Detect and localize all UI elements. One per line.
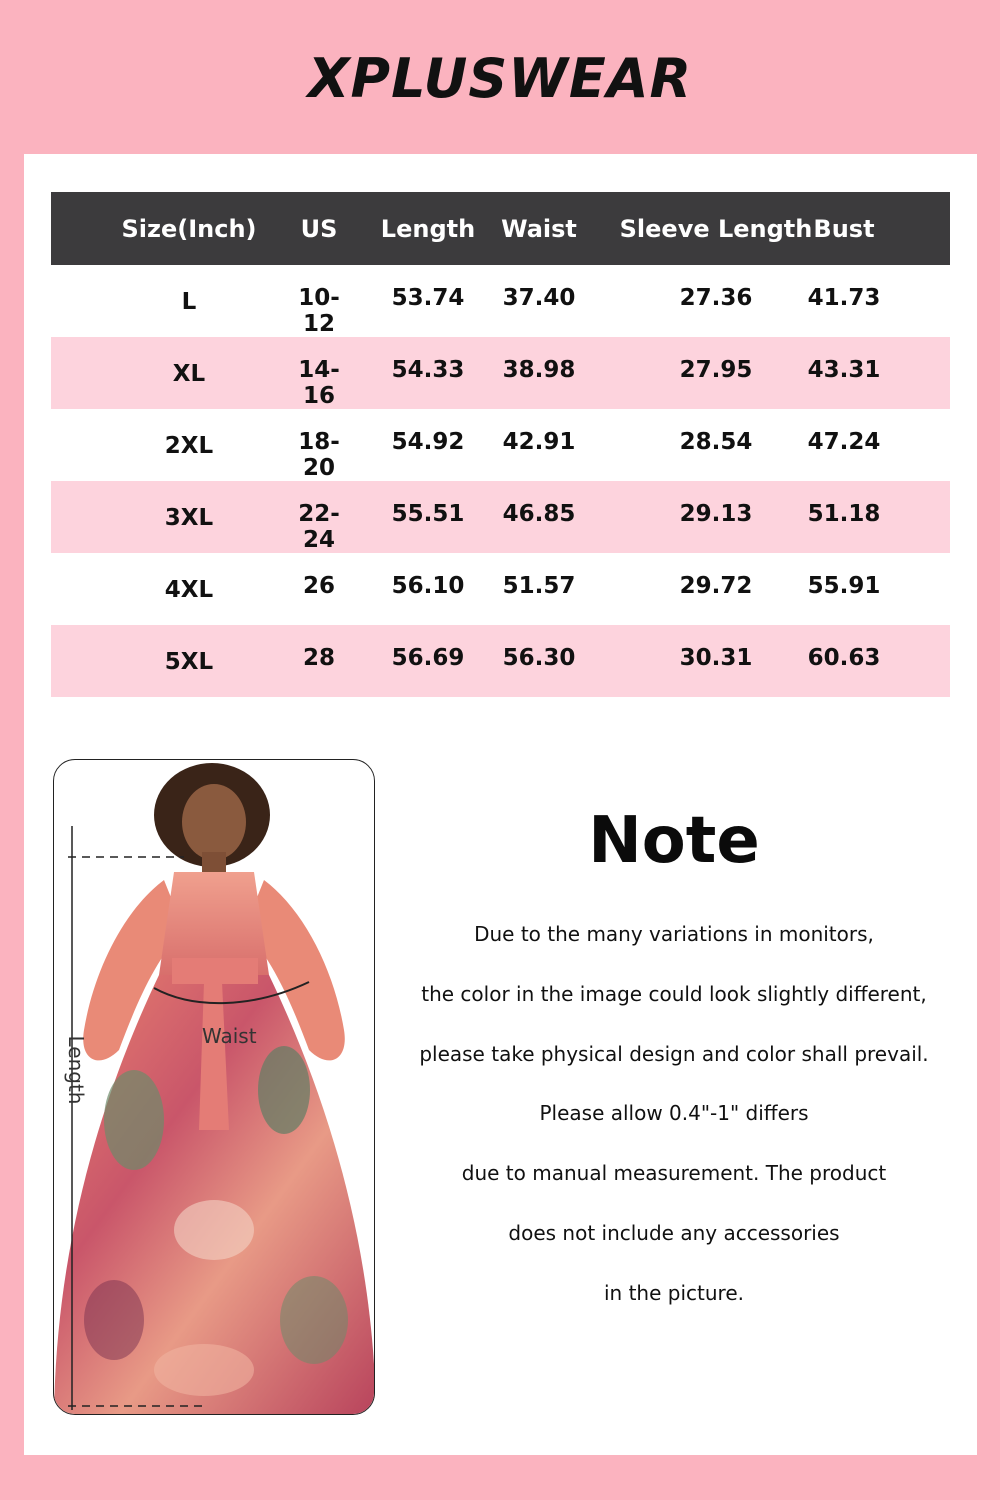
table-row (51, 553, 950, 625)
waist-label: Waist (202, 1024, 257, 1048)
table-cell: 38.98 (502, 357, 576, 383)
table-cell: 51.18 (807, 501, 881, 527)
table-cell: 42.91 (502, 429, 576, 455)
table-cell: 55.91 (807, 573, 881, 599)
size-table (51, 192, 950, 697)
table-cell: 55.51 (391, 501, 465, 527)
dress-illustration (54, 760, 375, 1415)
table-cell: 56.69 (391, 645, 465, 671)
table-cell: XL (172, 361, 206, 387)
note-line: in the picture. (604, 1280, 744, 1305)
header-sleeve-length: Sleeve Length (619, 214, 813, 243)
table-cell: 27.36 (679, 285, 753, 311)
table-cell: 28.54 (679, 429, 753, 455)
note-line: Please allow 0.4"-1" differs (539, 1101, 809, 1126)
table-cell: 29.13 (679, 501, 753, 527)
header-bust: Bust (813, 214, 875, 243)
table-cell: 29.72 (679, 573, 753, 599)
table-cell: L (181, 289, 197, 315)
brand-name: XPLUSWEAR (307, 47, 693, 110)
note-line: please take physical design and color shall prevail. (419, 1041, 929, 1066)
note-line: the color in the image could look slightly different, (421, 981, 927, 1006)
header-length: Length (380, 214, 476, 243)
note-text (394, 914, 954, 1333)
table-cell: 37.40 (502, 285, 576, 311)
table-cell: 51.57 (502, 573, 576, 599)
table-row (51, 409, 950, 481)
table-cell: 22-24 (298, 501, 340, 553)
table-cell: 54.33 (391, 357, 465, 383)
table-cell: 47.24 (807, 429, 881, 455)
size-table-header (51, 192, 950, 265)
header-size: Size(Inch) (121, 214, 257, 243)
table-cell: 10-12 (298, 285, 340, 337)
table-row (51, 625, 950, 697)
note-line: due to manual measurement. The product (461, 1161, 887, 1186)
table-cell: 56.30 (502, 645, 576, 671)
table-cell: 46.85 (502, 501, 576, 527)
size-chart-card (24, 154, 977, 1455)
note-title: Note (588, 804, 760, 878)
table-cell: 3XL (164, 505, 214, 531)
table-row (51, 481, 950, 553)
table-cell: 2XL (164, 433, 214, 459)
header-waist: Waist (501, 214, 577, 243)
table-cell: 53.74 (391, 285, 465, 311)
table-cell: 4XL (164, 577, 214, 603)
brand-logo (0, 44, 1000, 114)
length-label: Length (64, 1035, 88, 1105)
table-cell: 56.10 (391, 573, 465, 599)
dress-measurement-figure (53, 759, 375, 1415)
table-cell: 43.31 (807, 357, 881, 383)
table-cell: 14-16 (298, 357, 340, 409)
table-cell: 60.63 (807, 645, 881, 671)
table-row (51, 265, 950, 337)
table-cell: 54.92 (391, 429, 465, 455)
table-cell: 26 (302, 573, 335, 599)
note-line: does not include any accessories (508, 1220, 840, 1245)
header-us: US (300, 214, 338, 243)
table-cell: 41.73 (807, 285, 881, 311)
table-cell: 5XL (164, 649, 214, 675)
table-row (51, 337, 950, 409)
table-cell: 28 (302, 645, 335, 671)
table-cell: 27.95 (679, 357, 753, 383)
table-cell: 18-20 (298, 429, 340, 481)
table-cell: 30.31 (679, 645, 753, 671)
note-line: Due to the many variations in monitors, (474, 922, 874, 946)
